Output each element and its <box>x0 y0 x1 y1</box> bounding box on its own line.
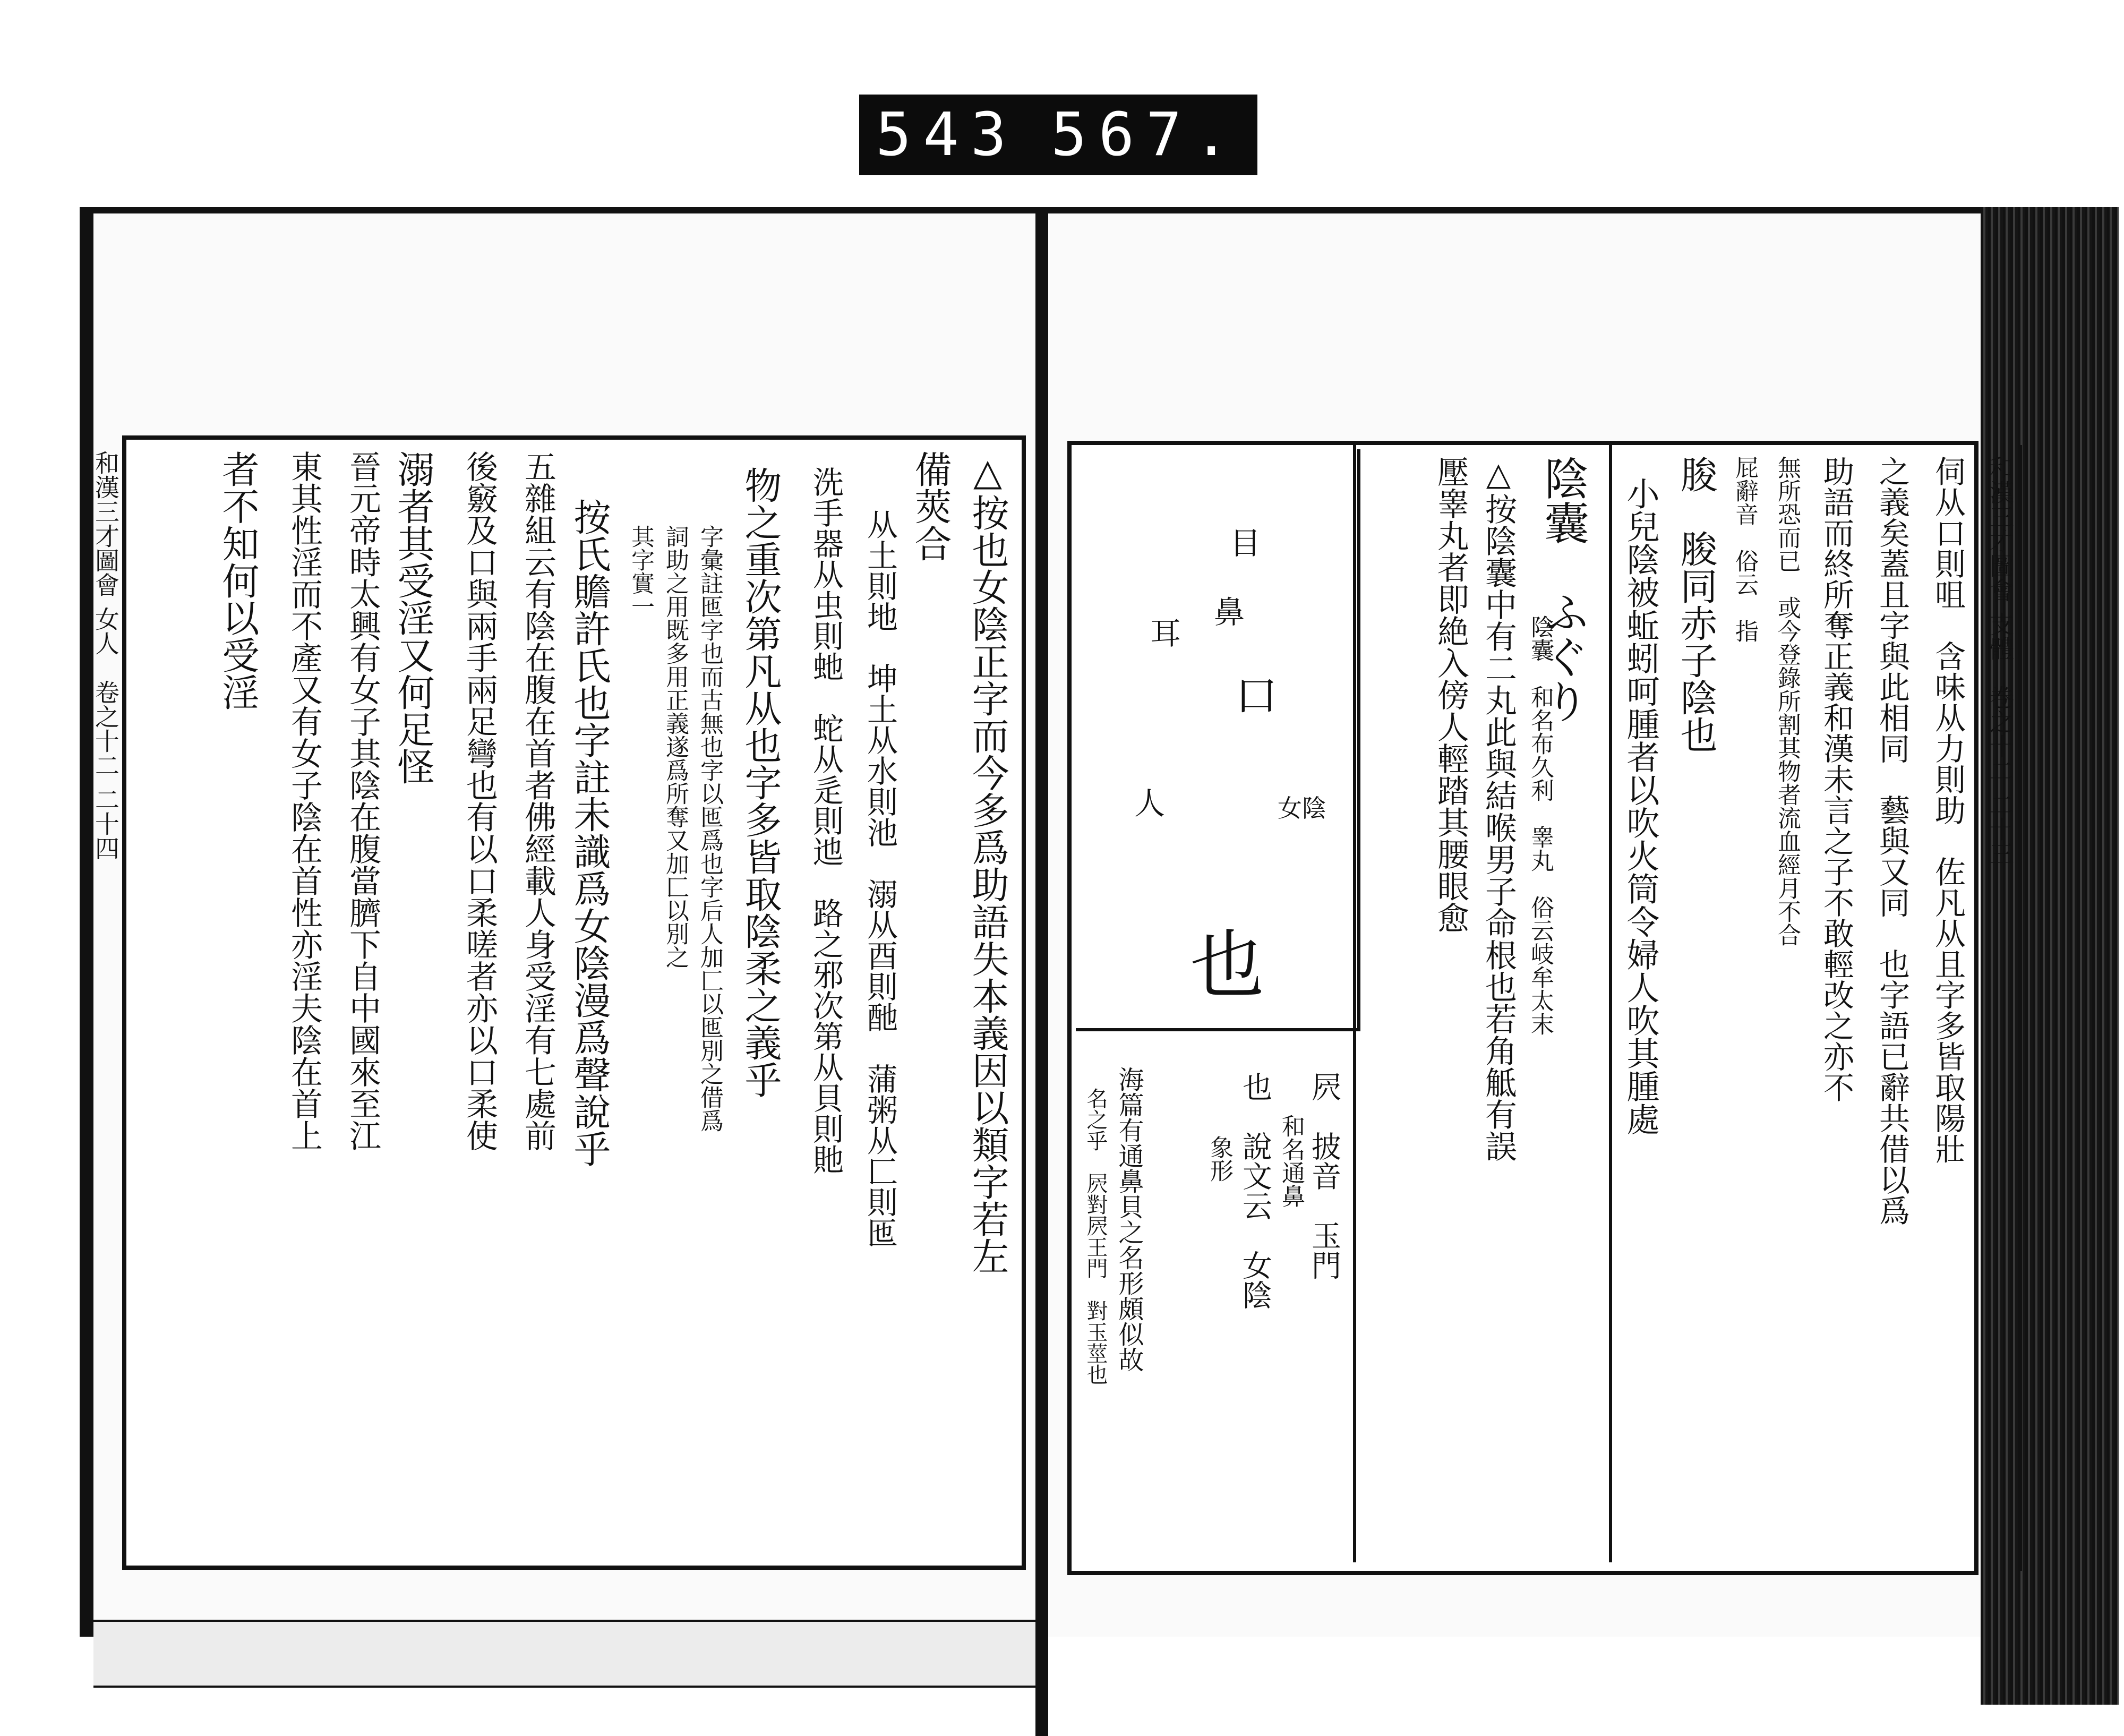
annotation-column: 詞助之用既多用正義遂爲所奪又加匚以別之 <box>662 525 689 969</box>
left-margin-folio: 二十四 <box>91 787 120 860</box>
reel-number-plate <box>859 95 1257 175</box>
text-column: 後竅及口與兩手兩足彎也有以口柔嗟者亦以口柔使 <box>461 450 498 1151</box>
text-column: 按氏贍許氏也字註未識爲女陰漫爲聲說乎 <box>568 498 611 1167</box>
text-column: 物之重次第凡从也字多皆取陰柔之義乎 <box>739 466 782 1098</box>
glyph-ear: 耳 <box>1150 615 1181 652</box>
left-margin-column <box>84 440 124 1566</box>
annotation-column: 無所恐而已 或今登錄所割其物者流血經月不合 <box>1774 456 1801 946</box>
reel-number-left: 543 <box>875 100 1018 169</box>
glyph-chart-panel <box>1076 449 1360 1031</box>
glyph-mouth: 口 <box>1235 671 1278 721</box>
annotation-column: 象形 <box>1206 1135 1233 1182</box>
right-margin-chapter: 支體 卷之十二 <box>1986 612 2015 783</box>
text-column: 備莢合 <box>909 450 952 562</box>
text-column: 洗手器从虫則虵 蛇从辵則迆 路之邪次第从貝則貤 <box>808 466 844 1175</box>
annotation-column: 海篇有通鼻貝之名形頗似故 <box>1114 1066 1144 1372</box>
text-column: 从土則地 坤土从水則池 溺从酉則酏 蒲粥从匚則匜 <box>862 509 898 1248</box>
glyph-female-genitals: 女陰 <box>1278 794 1326 823</box>
reel-number-right: 567. <box>1051 100 1241 169</box>
annotation-column: 陰囊 和名布久利 睾丸 俗云岐牟太末 <box>1527 615 1554 1036</box>
text-column: 助語而終所奪正義和漢未言之子不敢輕改之亦不 <box>1818 456 1854 1102</box>
glyph-nose: 鼻 <box>1214 594 1245 630</box>
text-column: 者不知何以受淫 <box>216 450 260 711</box>
text-column: 伺从口則咀 含味从力則助 佐凡从且字多皆取陽壯 <box>1930 456 1966 1164</box>
column-divider <box>1609 445 1612 1562</box>
text-column: 溺者其受淫又何足怪 <box>391 450 435 785</box>
text-column: △按也女陰正字而今多爲助語失本義因以類字若左 <box>966 450 1009 1275</box>
book-spread <box>0 207 2121 1736</box>
annotation-column: 名之乎 屄對屄王門 對玉莖也 <box>1083 1088 1108 1385</box>
text-column: 朘 脧同赤子陰也 <box>1674 456 1718 753</box>
annotation-column: 字彙註匜字也而古無也字以匜爲也字后人加匚以匜別之借爲 <box>696 525 723 1132</box>
text-column: 也 說文云 女陰 <box>1238 1072 1272 1310</box>
text-column: 壓睾丸者即絶入傍人輕踏其腰眼愈 <box>1432 456 1469 934</box>
glyph-person: 人 <box>1134 785 1166 822</box>
right-margin-title: 和漢三才圖會 <box>1986 456 2015 602</box>
annotation-column: 屁辭音 俗云 指 <box>1731 456 1758 643</box>
text-column: 東其性淫而不產又有女子陰在首性亦淫夫陰在首上 <box>286 450 323 1151</box>
annotation-column: 和名通鼻 <box>1278 1114 1305 1208</box>
right-margin-folio: 二十三 <box>1986 792 2015 866</box>
heading-column: 陰囊 ふぐり <box>1537 456 1589 723</box>
text-column: 之義矣蓋且字與此相同 藝與又同 也字語已辭共借以爲 <box>1874 456 1910 1226</box>
left-margin-chapter: 女人 卷之十二 <box>91 606 120 777</box>
text-column: △按陰囊中有二丸此與結喉男子命根也若角觝有誤 <box>1480 456 1517 1162</box>
text-column: 小兒陰被蚯蚓呵腫者以吹火筒令婦人吹其腫處 <box>1621 477 1660 1135</box>
glyph-eye: 目 <box>1230 525 1261 561</box>
text-column: 五雜組云有陰在腹在首者佛經載人身受淫有七處前 <box>519 450 556 1151</box>
right-text-frame <box>1067 441 2015 1575</box>
left-margin-title: 和漢三才圖會 <box>91 450 120 597</box>
right-margin-column <box>1982 445 2022 1571</box>
bottom-margin-strip <box>93 1620 1035 1688</box>
book-spine <box>1035 207 1048 1736</box>
text-column: 屄 披音 玉門 <box>1307 1072 1341 1280</box>
annotation-column: 其字實一 <box>627 525 654 618</box>
text-column: 晉元帝時太興有女子其陰在腹當臍下自中國來至江 <box>344 450 381 1151</box>
left-text-frame <box>91 435 1026 1570</box>
glyph-ya: 也 <box>1190 922 1265 1009</box>
